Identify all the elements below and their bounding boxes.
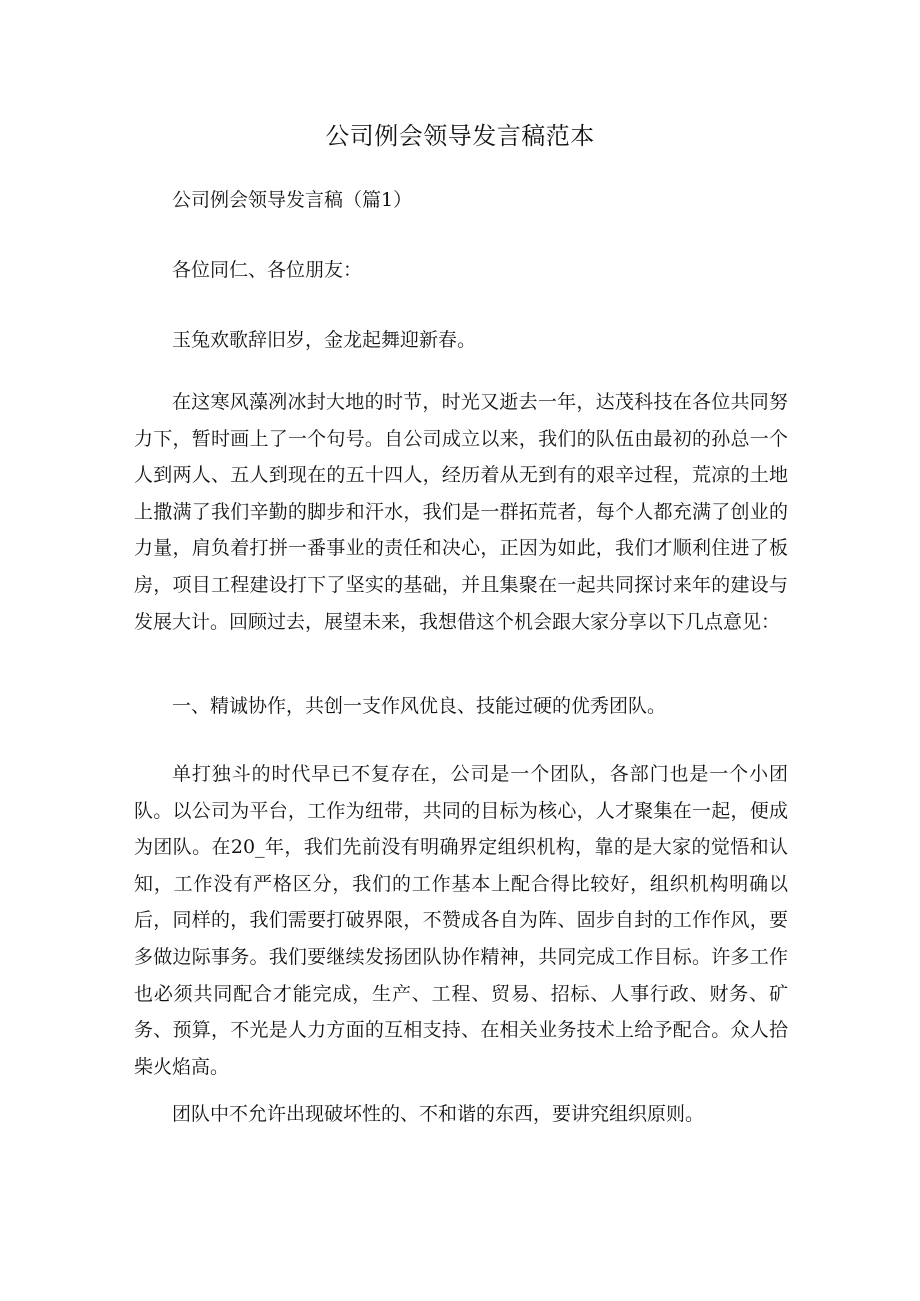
document-title: 公司例会领导发言稿范本 <box>325 122 595 150</box>
greeting-line: 各位同仁、各位朋友： <box>172 259 363 281</box>
body-paragraph: 团队中不允许出现破坏性的、不和谐的东西，要讲究组织原则。 <box>172 1103 705 1125</box>
body-paragraph: 在这寒风藻冽冰封大地的时节，时光又逝去一年，达茂科技在各位共同努力下，暂时画上了一个句号。自公司成立以来，我们的队伍由最初的孙总一个人到两人、五人到现在的五十四人，经历着从无到有的艰辛过程，荒凉的土地上撒满了我们辛勤的脚步和汗水，我们是一群拓荒者，每个人都充满了创业的力量，肩负着打拼一番事业的责任和决心，正因为如此，我们才顺利住进了板房，项目工程建设打下了坚实的基础，并且集聚在一起共同探讨来年的建设与发展大计。回顾过去，展望未来，我想借这个机会跟大家分享以下几点意见： <box>134 391 788 633</box>
opening-verse: 玉兔欢歌辞旧岁，金龙起舞迎新春。 <box>172 329 477 351</box>
section-heading-point-one: 一、精诚协作，共创一支作风优良、技能过硬的优秀团队。 <box>172 695 667 717</box>
speech-subtitle: 公司例会领导发言稿（篇1） <box>172 189 413 211</box>
body-paragraph: 单打独斗的时代早已不复存在，公司是一个团队，各部门也是一个小团队。以公司为平台，工作为纽带，共同的目标为核心，人才聚集在一起，便成为团队。在20_年，我们先前没有明确界定组织机构，靠的是大家的觉悟和认知，工作没有严格区分，我们的工作基本上配合得比较好，组织机构明确以后，同样的，我们需要打破界限，不赞成各自为阵、固步自封的工作作风，要多做边际事务。我们要继续发扬团队协作精神，共同完成工作目标。许多工作也必须共同配合才能完成，生产、工程、贸易、招标、人事行政、财务、矿务、预算，不光是人力方面的互相支持、在相关业务技术上给予配合。众人拾柴火焰高。 <box>134 763 788 1078</box>
